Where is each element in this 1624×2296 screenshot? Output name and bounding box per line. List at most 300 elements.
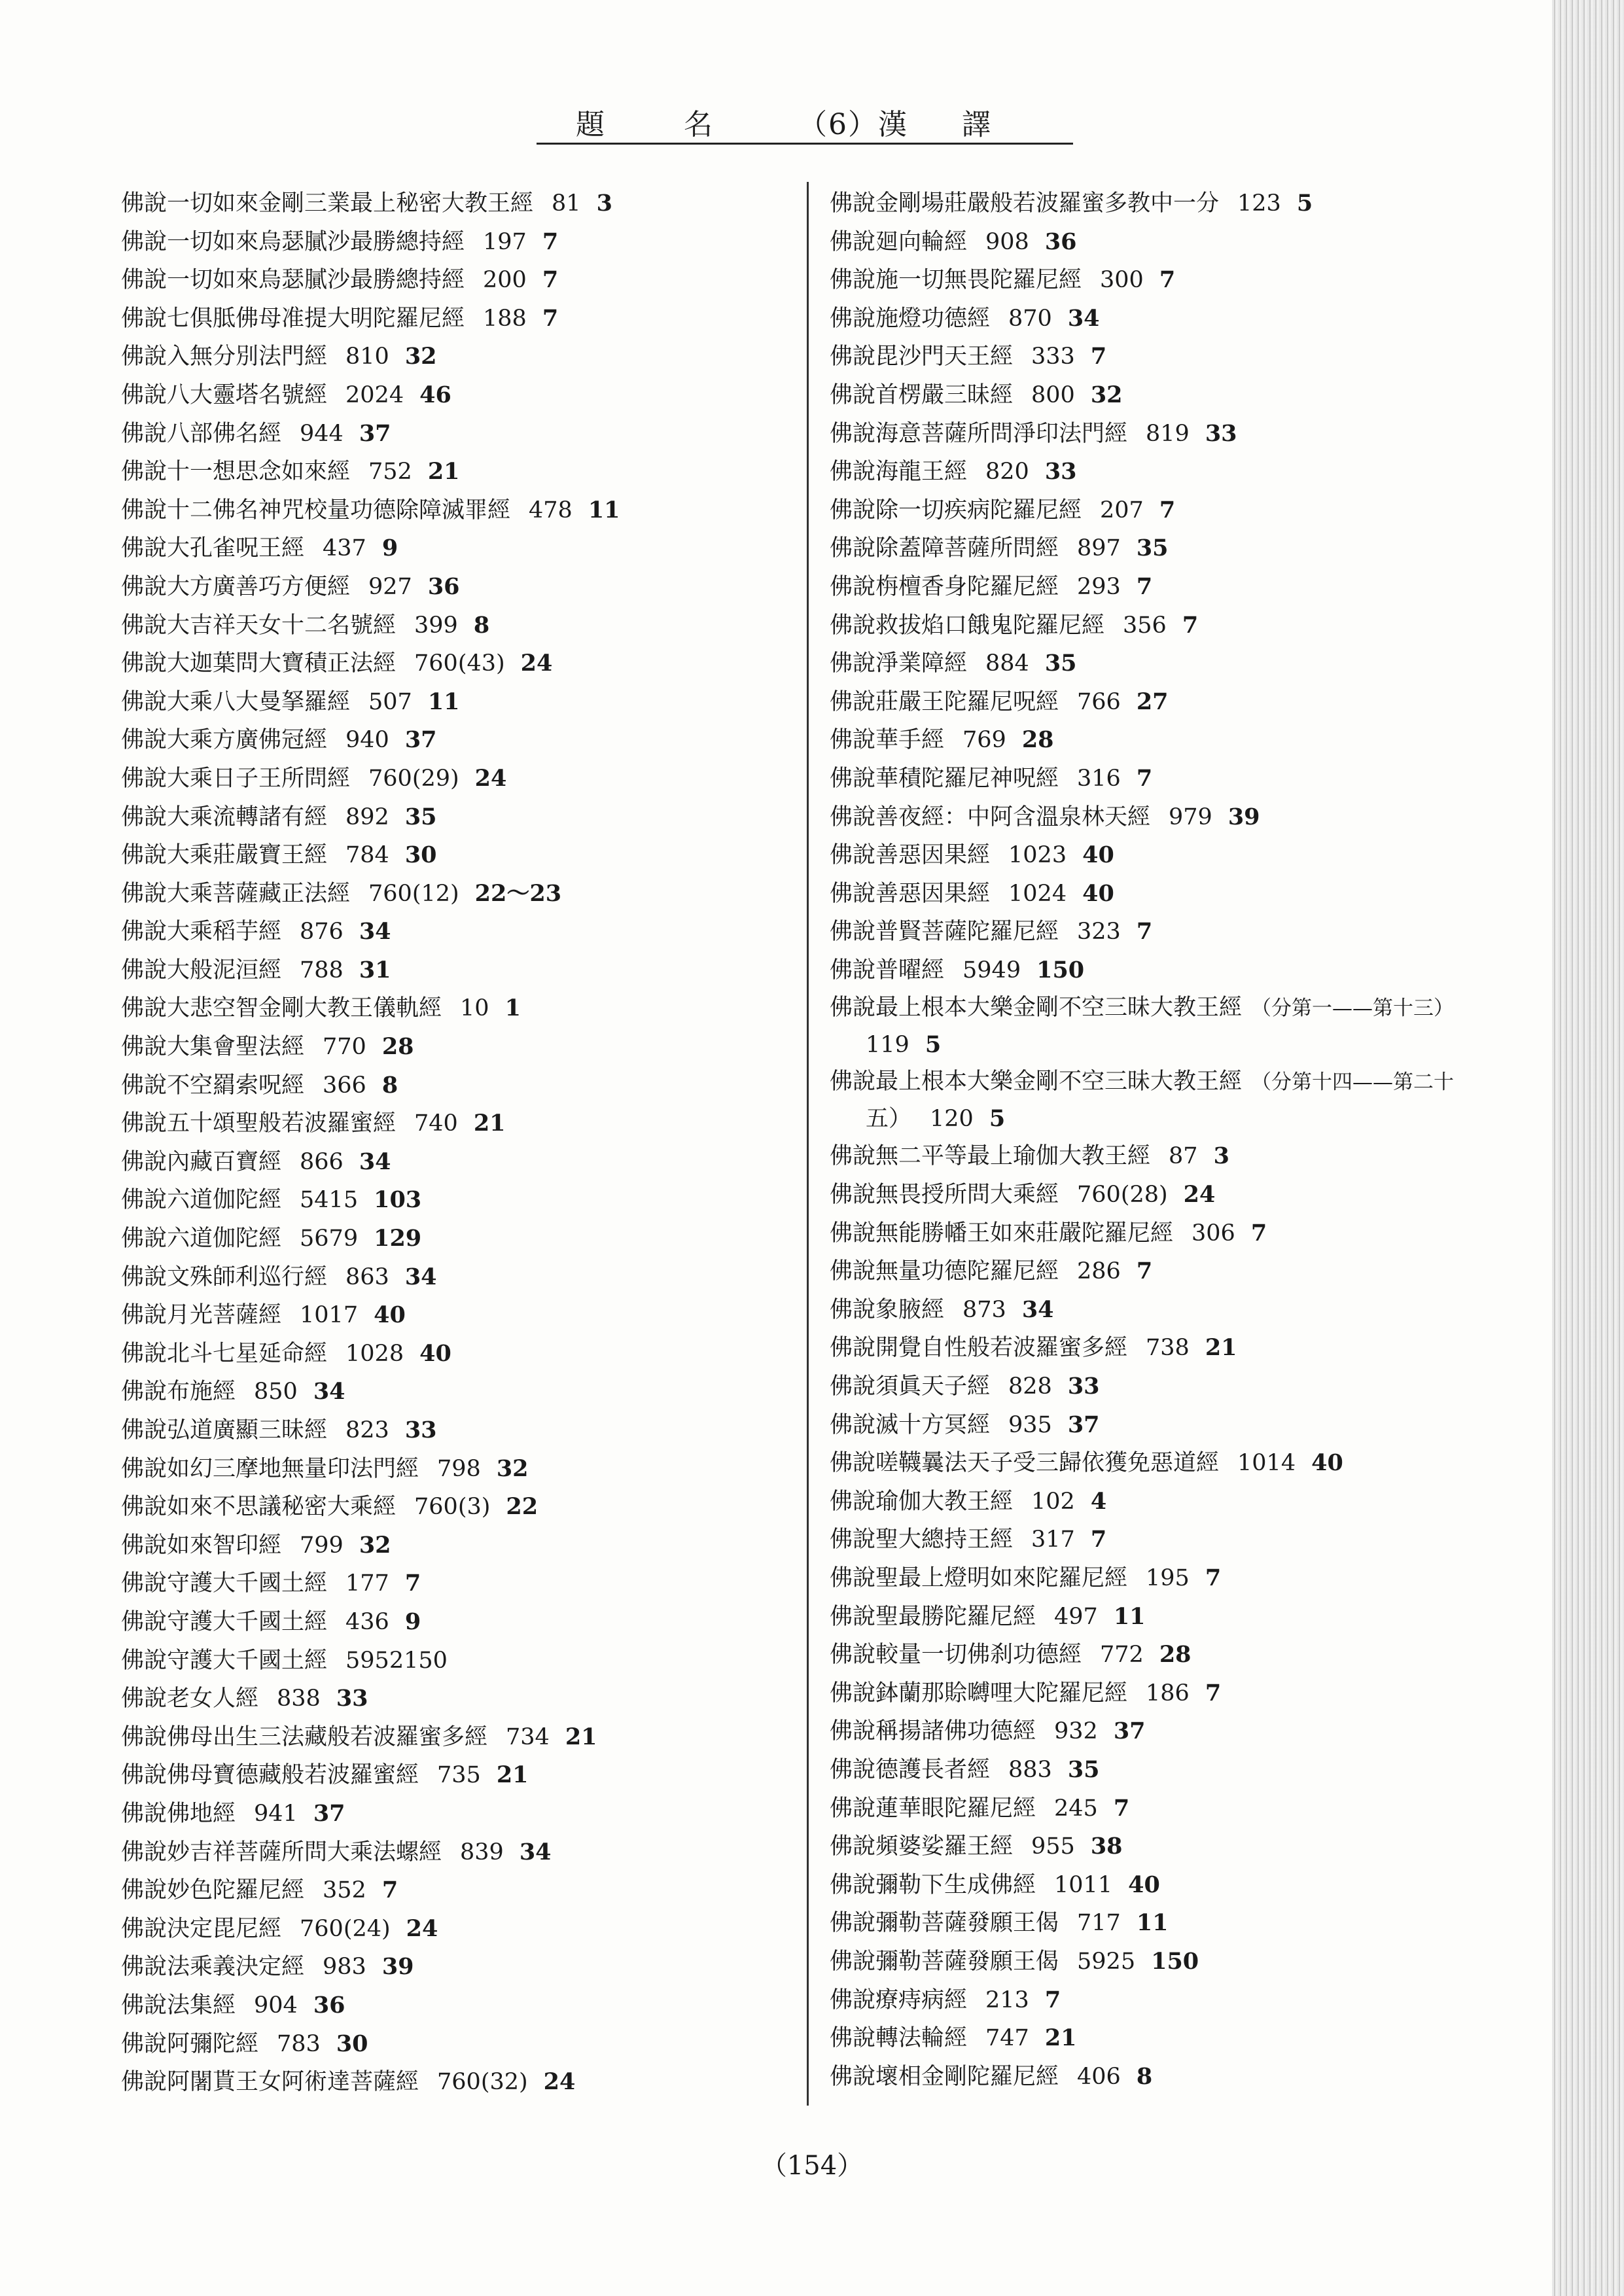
entry-title: 佛說療痔病經 (830, 1987, 968, 2013)
entry-number: 892 (345, 804, 389, 830)
index-entry (830, 951, 1510, 990)
entry-title: 佛說栴檀香身陀羅尼經 (830, 573, 1059, 600)
entry-title: 佛說大般泥洹經 (121, 957, 282, 983)
entry-title: 佛說布施經 (121, 1379, 236, 1405)
entry-number: 5679 (300, 1226, 359, 1252)
entry-number: 783 (277, 2030, 321, 2057)
entry-title: 佛說阿闍貰王女阿術達菩薩經 (121, 2069, 419, 2096)
entry-volume: 8 (1136, 2062, 1153, 2090)
entry-number: 207 (1100, 497, 1144, 523)
entry-number: 188 (483, 305, 527, 332)
entry-title: 佛說稱揚諸佛功德經 (830, 1718, 1036, 1745)
entry-volume: 28 (381, 1033, 414, 1061)
entry-volume: 103 (374, 1186, 422, 1214)
entry-title: 佛說大乘稻芋經 (121, 919, 282, 945)
index-entry (830, 185, 1510, 223)
entry-volume: 7 (404, 1570, 421, 1597)
entry-number: 300 (1100, 267, 1144, 294)
entry-volume: 37 (359, 419, 391, 447)
entry-title: 佛說較量一切佛刹功德經 (830, 1642, 1082, 1669)
entry-title: 佛說一切如來金剛三業最上秘密大教王經 (121, 190, 534, 217)
entry-number: 873 (962, 1296, 1006, 1323)
entry-title: 佛說大乘莊嚴寶王經 (121, 842, 328, 869)
index-entry (121, 1143, 795, 1182)
entry-number: 1028 (345, 1340, 404, 1367)
entry-volume: 31 (359, 956, 391, 983)
entry-number: 87 (1169, 1143, 1198, 1170)
entry-number: 120 (930, 1106, 974, 1133)
entry-title: 佛說德護長者經 (830, 1756, 991, 1783)
index-entry (121, 607, 795, 645)
index-entry (830, 607, 1510, 645)
entry-volume: 40 (1311, 1449, 1343, 1477)
entry-title: 佛說弘道廣顯三昧經 (121, 1417, 328, 1443)
entry-volume: 34 (1067, 304, 1100, 332)
entry-title: 佛說轉法輪經 (830, 2025, 968, 2052)
index-entry (830, 1176, 1510, 1214)
entry-volume: 24 (543, 2068, 576, 2096)
entry-title: 佛說廻向輪經 (830, 228, 968, 255)
entry-volume: 9 (404, 1608, 421, 1635)
index-entry (830, 913, 1510, 951)
entry-title: 佛說八大靈塔名號經 (121, 381, 328, 408)
entry-title: 佛說守護大千國土經 (121, 1608, 328, 1635)
index-entry (121, 376, 795, 415)
entry-volume: 33 (1044, 458, 1077, 486)
index-entry (121, 836, 795, 875)
index-entry (830, 1943, 1510, 1981)
entry-volume: 33 (336, 1685, 368, 1712)
entry-number: 908 (985, 228, 1029, 255)
entry-title: 佛說妙色陀羅尼經 (121, 1877, 305, 1904)
entry-volume: 21 (565, 1723, 597, 1750)
index-entry (121, 1028, 795, 1067)
entry-number: 760(29) (368, 765, 459, 792)
entry-title: 佛說蓮華眼陀羅尼經 (830, 1795, 1036, 1822)
entry-number: 366 (323, 1072, 366, 1099)
entry-title: 佛說善惡因果經 (830, 842, 991, 869)
entry-number: 352 (323, 1877, 366, 1904)
entry-volume: 22～23 (474, 879, 562, 907)
index-entry (121, 491, 795, 530)
index-entry (121, 1411, 795, 1450)
entry-number: 747 (985, 2025, 1029, 2052)
entry-volume: 11 (588, 496, 620, 523)
entry-number: 799 (300, 1532, 344, 1559)
entry-number: 478 (529, 497, 573, 523)
entry-number: 760(3) (414, 1494, 491, 1521)
index-entry (121, 300, 795, 338)
index-entry (121, 1527, 795, 1565)
index-entry (830, 1483, 1510, 1521)
entry-volume: 34 (519, 1838, 552, 1865)
entry-title: 佛說須眞天子經 (830, 1373, 991, 1400)
entry-volume: 37 (313, 1799, 345, 1827)
entry-note-continued: 五） (866, 1106, 912, 1133)
entry-number: 823 (345, 1417, 389, 1443)
entry-title: 佛說法集經 (121, 1992, 236, 2019)
entry-number: 819 (1146, 420, 1190, 447)
index-entry (830, 1674, 1510, 1713)
entry-volume: 39 (1227, 803, 1260, 830)
entry-number: 102 (1031, 1488, 1075, 1515)
entry-title: 佛說如來不思議秘密大乘經 (121, 1494, 397, 1521)
entry-title: 佛說佛母寶德藏般若波羅蜜經 (121, 1762, 419, 1789)
entry-title: 佛說守護大千國土經 (121, 1647, 328, 1674)
entry-title: 佛說善夜經：中阿含溫泉林天經 (830, 804, 1151, 830)
index-entry (121, 415, 795, 453)
header-char-2: 名 (684, 108, 714, 141)
entry-title: 佛說除一切疾病陀羅尼經 (830, 497, 1082, 523)
index-entry (830, 1521, 1510, 1559)
entry-number: 760(24) (300, 1915, 391, 1942)
entry-number: 186 (1146, 1680, 1190, 1706)
index-entry (830, 338, 1510, 376)
index-entry (830, 1368, 1510, 1406)
entry-volume: 7 (1205, 1564, 1222, 1591)
entry-volume: 38 (1090, 1833, 1123, 1860)
index-entry (121, 1181, 795, 1220)
entry-number: 760(32) (437, 2069, 528, 2096)
entry-title: 佛說大吉祥天女十二名號經 (121, 612, 397, 639)
header-char-4: 譯 (962, 108, 992, 141)
entry-volume: 7 (1205, 1679, 1222, 1706)
entry-volume: 37 (1113, 1718, 1146, 1745)
entry-volume: 40 (1082, 879, 1114, 907)
entry-title: 佛說如幻三摩地無量印法門經 (121, 1455, 419, 1482)
index-entry (121, 529, 795, 568)
entry-title: 佛說首楞嚴三昧經 (830, 381, 1014, 408)
entry-number: 200 (483, 267, 527, 294)
entry-volume: 7 (1182, 611, 1199, 639)
entry-title: 佛說文殊師利巡行經 (121, 1263, 328, 1290)
entry-number: 866 (300, 1148, 344, 1175)
running-header (537, 97, 1073, 145)
entry-number: 884 (985, 650, 1029, 677)
entry-number: 904 (254, 1992, 298, 2019)
index-entry (830, 1712, 1510, 1751)
entry-title: 佛說救拔焰口餓鬼陀羅尼經 (830, 612, 1105, 639)
entry-number: 810 (345, 344, 389, 370)
entry-volume: 46 (419, 381, 451, 408)
index-entry (830, 1214, 1510, 1253)
index-entry (121, 1373, 795, 1411)
entry-number: 1017 (300, 1302, 359, 1329)
entry-title: 佛說不空羂索呪經 (121, 1072, 305, 1099)
index-entry (121, 2025, 795, 2064)
entry-title: 佛說莊嚴王陀羅尼呪經 (830, 688, 1059, 715)
entry-number: 5925 (1077, 1948, 1136, 1975)
entry-volume: 33 (1205, 419, 1237, 447)
entry-number: 897 (1077, 535, 1121, 562)
entry-number: 10 (460, 995, 489, 1022)
entry-title: 佛說十一想思念如來經 (121, 459, 351, 486)
entry-title: 佛說最上根本大樂金剛不空三昧大教王經 (830, 995, 1243, 1021)
entry-volume: 150 (1151, 1947, 1199, 1975)
entry-number: 306 (1192, 1220, 1235, 1246)
entry-title: 佛說普曜經 (830, 957, 945, 983)
index-entry (830, 1559, 1510, 1598)
index-entry (830, 1329, 1510, 1368)
entry-number: 119 (866, 1032, 909, 1059)
entry-continuation (830, 1101, 1510, 1137)
entry-number: 5952150 (345, 1647, 448, 1674)
index-entry (121, 1642, 795, 1680)
entry-number: 798 (437, 1455, 481, 1482)
entry-volume: 7 (1159, 266, 1176, 294)
entry-number: 944 (300, 420, 344, 447)
entry-volume: 35 (1067, 1756, 1100, 1783)
entry-volume: 40 (419, 1339, 451, 1367)
header-char-1: 題 (576, 108, 606, 141)
entry-number: 828 (1008, 1373, 1052, 1400)
index-entry (121, 261, 795, 300)
entry-volume: 39 (381, 1953, 414, 1981)
entry-title: 佛說善惡因果經 (830, 880, 991, 907)
entry-title: 佛說大乘八大曼拏羅經 (121, 688, 351, 715)
entry-title: 佛說北斗七星延命經 (121, 1340, 328, 1367)
index-entry (830, 568, 1510, 607)
entry-number: 770 (323, 1034, 366, 1061)
entry-title: 佛說一切如來烏瑟膩沙最勝總持經 (121, 267, 465, 294)
entry-volume: 34 (359, 918, 391, 945)
entry-volume: 35 (404, 803, 437, 830)
entry-title: 佛說施燈功德經 (830, 305, 991, 332)
entry-title: 佛說入無分別法門經 (121, 344, 328, 370)
entry-number: 800 (1031, 381, 1075, 408)
entry-volume: 21 (1205, 1334, 1237, 1362)
entry-volume: 33 (1067, 1373, 1100, 1400)
index-entry (121, 568, 795, 607)
index-entry (830, 376, 1510, 415)
index-entry (121, 1603, 795, 1642)
entry-number: 123 (1237, 190, 1281, 217)
index-entry (121, 1756, 795, 1795)
entry-number: 399 (414, 612, 458, 639)
index-entry (121, 1948, 795, 1987)
entry-volume: 11 (427, 688, 460, 715)
entry-volume: 1 (504, 995, 521, 1022)
entry-volume: 4 (1090, 1487, 1107, 1515)
entry-number: 406 (1077, 2063, 1121, 2090)
index-entry (830, 529, 1510, 568)
entry-title: 佛說一切如來烏瑟膩沙最勝總持經 (121, 228, 465, 255)
index-entry (121, 1488, 795, 1527)
entry-title: 佛說阿彌陀經 (121, 2030, 259, 2057)
index-entry (830, 1291, 1510, 1330)
entry-number: 717 (1077, 1910, 1121, 1937)
entry-volume: 21 (1044, 2024, 1077, 2052)
entry-volume: 40 (1082, 841, 1114, 869)
entry-title: 佛說大集會聖法經 (121, 1034, 305, 1061)
entry-number: 323 (1077, 919, 1121, 945)
index-entry (830, 683, 1510, 722)
entry-volume: 32 (1090, 381, 1123, 408)
entry-volume: 8 (381, 1071, 398, 1099)
index-entry (121, 721, 795, 760)
entry-title: 佛說大孔雀呪王經 (121, 535, 305, 562)
entry-title: 佛說鉢蘭那賒嚩哩大陀羅尼經 (830, 1680, 1128, 1706)
entry-number: 316 (1077, 765, 1121, 792)
entry-number: 850 (254, 1379, 298, 1405)
entry-title: 佛說嗟韈曩法天子受三歸依獲免惡道經 (830, 1450, 1220, 1477)
index-entry (830, 1252, 1510, 1291)
entry-number: 932 (1054, 1718, 1098, 1745)
index-entry (830, 261, 1510, 300)
entry-number: 197 (483, 228, 527, 255)
entry-volume: 37 (404, 726, 437, 754)
entry-title: 佛說無能勝幡王如來莊嚴陀羅尼經 (830, 1220, 1174, 1246)
entry-continuation (830, 1027, 1510, 1063)
entry-number: 769 (962, 727, 1006, 754)
entry-volume: 5 (1296, 190, 1313, 217)
index-entry (830, 1063, 1510, 1137)
index-entry (121, 1296, 795, 1335)
index-entry (121, 989, 795, 1028)
entry-number: 177 (345, 1570, 389, 1597)
index-entry (121, 1335, 795, 1373)
entry-volume: 21 (496, 1761, 529, 1789)
index-entry (830, 836, 1510, 875)
entry-volume: 7 (1136, 1258, 1153, 1285)
entry-volume: 7 (1136, 918, 1153, 945)
index-entry (121, 875, 795, 913)
entry-volume: 21 (427, 458, 460, 486)
entry-number: 436 (345, 1608, 389, 1635)
entry-number: 740 (414, 1110, 458, 1137)
entry-number: 883 (1008, 1756, 1052, 1783)
entry-title: 佛說聖大總持王經 (830, 1527, 1014, 1553)
entry-volume: 37 (1067, 1411, 1100, 1438)
index-entry (121, 798, 795, 837)
entry-title: 佛說八部佛名經 (121, 420, 282, 447)
entry-title: 佛說大方廣善巧方便經 (121, 573, 351, 600)
entry-volume: 35 (1044, 650, 1077, 677)
entry-number: 940 (345, 727, 389, 754)
entry-volume: 28 (1159, 1641, 1192, 1669)
index-entry (830, 300, 1510, 338)
index-entry (121, 683, 795, 722)
entry-number: 735 (437, 1762, 481, 1789)
entry-volume: 24 (520, 650, 553, 677)
entry-number: 760(28) (1077, 1182, 1168, 1209)
index-column-left (121, 185, 795, 2102)
entry-volume: 5 (925, 1031, 942, 1059)
entry-volume: 35 (1136, 535, 1169, 562)
index-entry (830, 1444, 1510, 1483)
entry-number: 983 (323, 1954, 366, 1981)
index-entry (121, 1067, 795, 1105)
entry-title: 佛說無量功德陀羅尼經 (830, 1258, 1059, 1285)
entry-title: 佛說大悲空智金剛大教王儀軌經 (121, 995, 442, 1022)
entry-volume: 32 (404, 343, 437, 370)
entry-title: 佛說彌勒菩薩發願王偈 (830, 1910, 1059, 1937)
entry-title: 佛說法乘義決定經 (121, 1954, 305, 1981)
entry-title: 佛說除蓋障菩薩所問經 (830, 535, 1059, 562)
entry-volume: 24 (474, 764, 507, 792)
entry-volume: 36 (1044, 228, 1077, 255)
entry-number: 245 (1054, 1795, 1098, 1822)
index-entry (830, 223, 1510, 262)
index-entry (121, 951, 795, 990)
entry-number: 766 (1077, 688, 1121, 715)
entry-title: 佛說金剛場莊嚴般若波羅蜜多教中一分 (830, 190, 1220, 217)
entry-title: 佛說大乘日子王所問經 (121, 765, 351, 792)
index-entry (121, 1795, 795, 1833)
entry-number: 213 (985, 1987, 1029, 2013)
entry-volume: 36 (313, 1991, 345, 2019)
entry-volume: 24 (1183, 1181, 1216, 1209)
column-divider (807, 182, 809, 2106)
index-entry (830, 1406, 1510, 1445)
index-entry (830, 798, 1510, 837)
entry-volume: 30 (336, 2030, 368, 2057)
index-entry (830, 1598, 1510, 1636)
entry-title: 佛說毘沙門天王經 (830, 344, 1014, 370)
entry-number: 2024 (345, 381, 404, 408)
entry-number: 838 (277, 1686, 321, 1712)
entry-title: 佛說佛母出生三法藏般若波羅蜜多經 (121, 1723, 488, 1750)
entry-number: 286 (1077, 1258, 1121, 1285)
entry-title: 佛說頻婆娑羅王經 (830, 1833, 1014, 1860)
entry-number: 955 (1031, 1833, 1075, 1860)
index-entry (830, 1866, 1510, 1905)
entry-title: 佛說內藏百寶經 (121, 1148, 282, 1175)
index-entry (121, 645, 795, 683)
scan-edge-shadow (1552, 0, 1624, 2296)
index-entry (121, 1104, 795, 1143)
entry-number: 839 (460, 1839, 504, 1865)
entry-number: 784 (345, 842, 389, 869)
index-entry (830, 2058, 1510, 2096)
entry-title: 佛說六道伽陀經 (121, 1226, 282, 1252)
index-entry (121, 1910, 795, 1949)
entry-title: 佛說大乘菩薩藏正法經 (121, 880, 351, 907)
index-entry (121, 1450, 795, 1489)
entry-volume: 34 (404, 1263, 437, 1290)
entry-volume: 150 (1036, 956, 1085, 983)
entry-volume: 129 (374, 1225, 422, 1252)
entry-title: 佛說最上根本大樂金剛不空三昧大教王經 (830, 1069, 1243, 1095)
index-entry (830, 491, 1510, 530)
entry-number: 979 (1169, 804, 1212, 830)
entry-title: 佛說華積陀羅尼神呪經 (830, 765, 1059, 792)
entry-volume: 21 (473, 1110, 506, 1137)
index-entry (121, 223, 795, 262)
index-entry (121, 1871, 795, 1910)
index-entry (121, 2063, 795, 2102)
entry-number: 863 (345, 1263, 389, 1290)
entry-title: 佛說七俱胝佛母准提大明陀羅尼經 (121, 305, 465, 332)
entry-title: 佛說壞相金剛陀羅尼經 (830, 2063, 1059, 2090)
entry-number: 752 (368, 459, 412, 486)
entry-volume: 34 (313, 1378, 345, 1405)
entry-volume: 11 (1113, 1602, 1146, 1630)
entry-title: 佛說華手經 (830, 727, 945, 754)
entry-number: 1024 (1008, 880, 1067, 907)
entry-title: 佛說聖最上燈明如來陀羅尼經 (830, 1565, 1128, 1591)
entry-volume: 30 (404, 841, 437, 869)
entry-title: 佛說大乘流轉諸有經 (121, 804, 328, 830)
entry-volume: 7 (1136, 764, 1153, 792)
index-entry (830, 1904, 1510, 1943)
index-entry (830, 1137, 1510, 1176)
entry-number: 1023 (1008, 842, 1067, 869)
index-entry (121, 338, 795, 376)
entry-number: 870 (1008, 305, 1052, 332)
index-entry (121, 185, 795, 223)
index-entry (830, 760, 1510, 798)
